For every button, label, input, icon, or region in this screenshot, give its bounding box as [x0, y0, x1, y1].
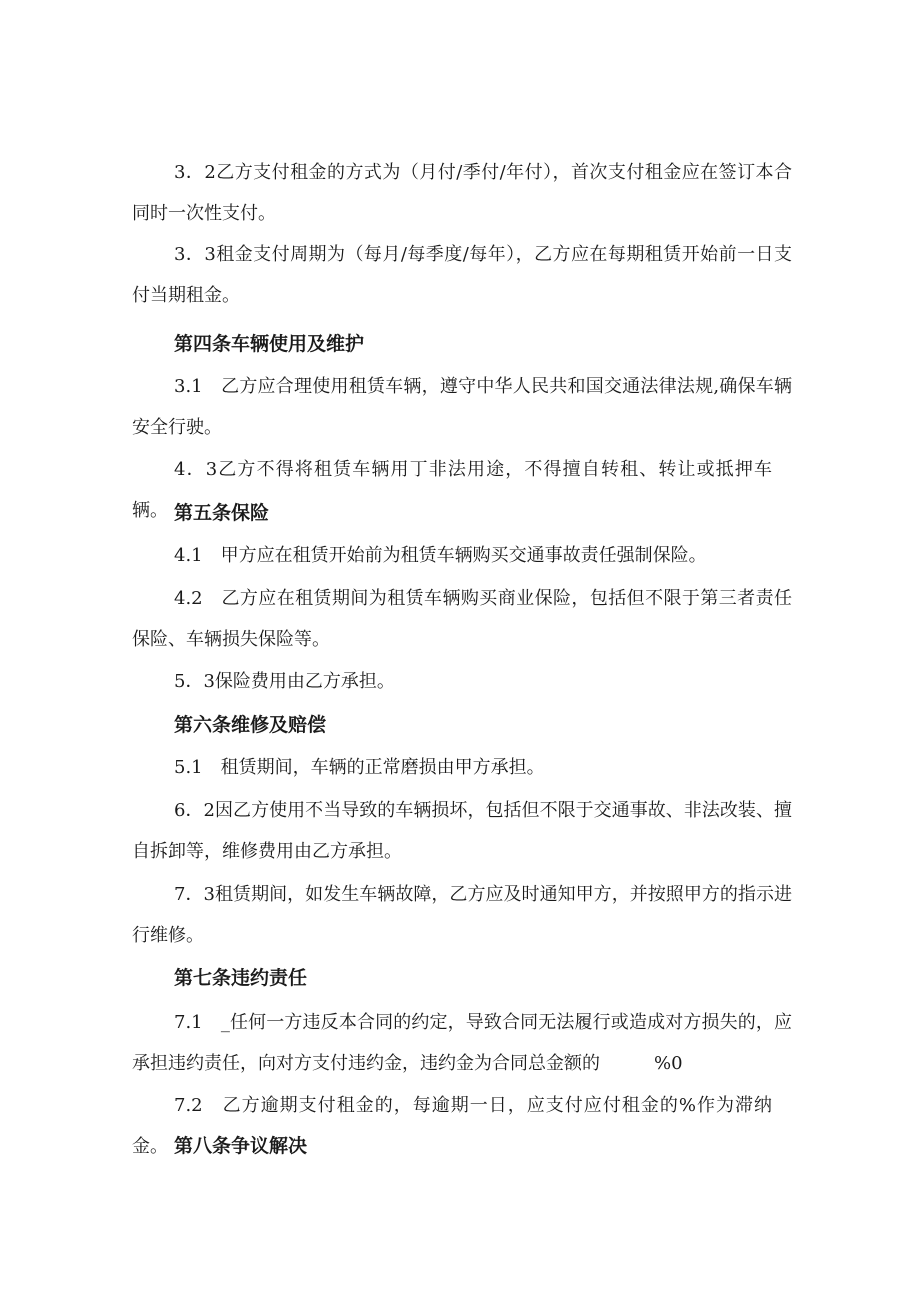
- heading-article-5: 第五条保险: [174, 502, 270, 524]
- heading-article-4: 第四条车辆使用及维护: [174, 333, 365, 355]
- clause-3-2: 3．2乙方支付租金的方式为（月付/季付/年付），首次支付租金应在签订本合同时一次性支付。: [132, 162, 792, 224]
- heading-article-8: 第八条争议解决: [174, 1135, 308, 1157]
- clause-6-1: 5.1 租赁期间，车辆的正常磨损由甲方承担。: [174, 757, 545, 778]
- clause-7-1: 7.1 _任何一方违反本合同的约定，导致合同无法履行或造成对方损失的，应承担违约责任，向对方支付违约金，违约金为合同总金额的 %0: [132, 1012, 792, 1074]
- clause-7-2: 7.2 乙方逾期支付租金的，每逾期一日，应支付应付租金的%作为滞纳金。: [132, 1095, 772, 1157]
- heading-article-7: 第七条违约责任: [174, 967, 308, 989]
- clause-5-2: 4.2 乙方应在租赁期间为租赁车辆购买商业保险，包括但不限于第三者责任保险、车辆损失保险等。: [132, 588, 792, 650]
- clause-4-1: 3.1 乙方应合理使用租赁车辆，遵守中华人民共和国交通法律法规,确保车辆安全行驶。: [132, 376, 792, 438]
- clause-6-3: 7．3租赁期间，如发生车辆故障，乙方应及时通知甲方，并按照甲方的指示进行维修。: [132, 884, 792, 946]
- clause-3-3: 3．3租金支付周期为（每月/每季度/每年），乙方应在每期租赁开始前一日支付当期租金。: [132, 244, 792, 306]
- clause-5-3: 5．3保险费用由乙方承担。: [174, 671, 395, 692]
- clause-5-1: 4.1 甲方应在租赁开始前为租赁车辆购买交通事故责任强制保险。: [174, 545, 707, 566]
- clause-6-2: 6．2因乙方使用不当导致的车辆损坏，包括但不限于交通事故、非法改装、擅自拆卸等，维修费用由乙方承担。: [132, 800, 792, 862]
- heading-article-6: 第六条维修及赔偿: [174, 714, 327, 736]
- clause-4-3: 4．3乙方不得将租赁车辆用丁非法用途，不得擅自转租、转让或抵押车辆。: [132, 459, 772, 521]
